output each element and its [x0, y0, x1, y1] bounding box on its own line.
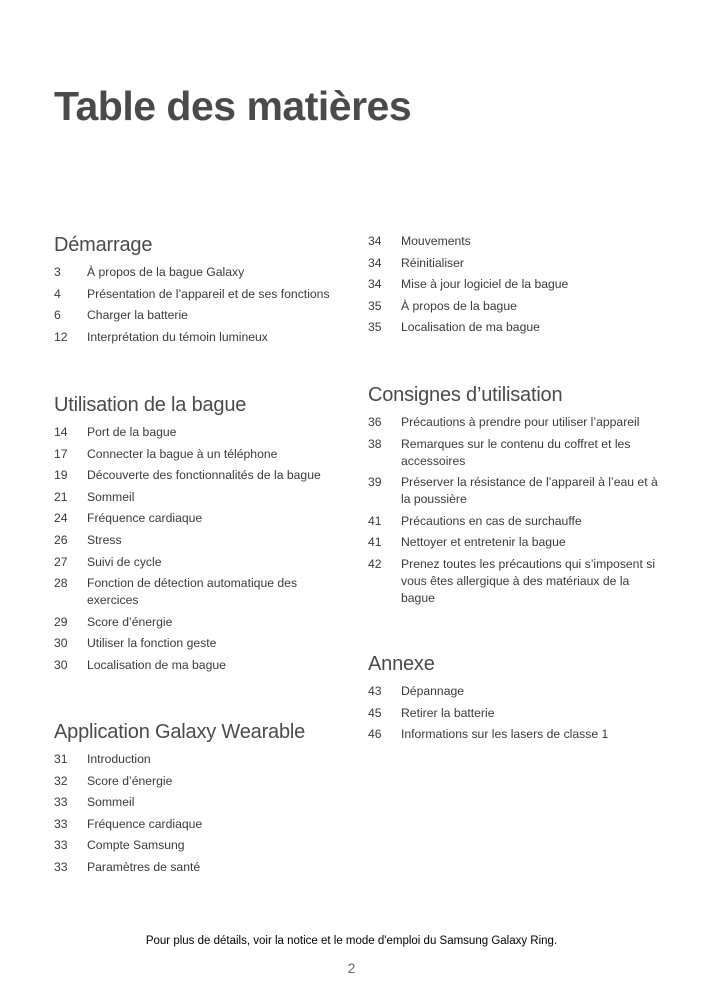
entry-page: 24: [54, 511, 68, 526]
entry-page: 46: [368, 727, 382, 742]
section-consignes: [368, 382, 658, 612]
entry-label: Paramètres de santé: [87, 859, 201, 874]
entry-page: 32: [54, 773, 68, 788]
entry-page: 43: [368, 684, 382, 698]
toc-entry[interactable]: [368, 513, 658, 530]
entry-label: Sommeil: [87, 489, 135, 504]
toc-entry[interactable]: [368, 276, 658, 293]
toc-entry[interactable]: [54, 575, 344, 609]
entry-page: 12: [54, 329, 68, 344]
section-title[interactable]: Annexe: [368, 653, 435, 675]
entry-label: Fonction de détection automatique des exercices: [87, 576, 298, 608]
toc-entry[interactable]: [368, 319, 658, 336]
page-title: Table des matières: [54, 83, 412, 129]
entry-label: Interprétation du témoin lumineux: [87, 329, 268, 344]
entry-label: Suivi de cycle: [87, 554, 162, 569]
entry-label: Localisation de ma bague: [87, 657, 226, 672]
entry-page: 41: [368, 513, 382, 528]
entry-page: 21: [54, 489, 68, 504]
entry-label: Utiliser la fonction geste: [87, 636, 217, 651]
toc-entry[interactable]: [54, 467, 344, 484]
toc-entry[interactable]: [54, 859, 344, 876]
entry-page: 38: [368, 436, 382, 451]
page-number: 2: [347, 960, 356, 976]
entry-page: 34: [368, 255, 382, 270]
entry-page: 33: [54, 859, 68, 874]
toc-entry[interactable]: [368, 683, 658, 700]
toc-entry[interactable]: [54, 286, 344, 303]
toc-entry[interactable]: [368, 474, 658, 508]
toc-entry[interactable]: [54, 773, 344, 790]
section-title[interactable]: Démarrage: [54, 234, 153, 256]
entry-page: 29: [54, 614, 68, 629]
entry-page: 27: [54, 554, 68, 569]
entry-label: Préserver la résistance de l’appareil à l’eau et à la poussière: [401, 475, 658, 507]
toc-entry[interactable]: [54, 554, 344, 571]
entry-label: Informations sur les lasers de classe 1: [401, 727, 609, 742]
entry-label: Dépannage: [401, 684, 465, 698]
section-utilisation: [54, 392, 344, 679]
section-application: [54, 719, 344, 881]
entry-label: Fréquence cardiaque: [87, 511, 203, 526]
section-title[interactable]: Utilisation de la bague: [54, 394, 247, 416]
entry-label: Retirer la batterie: [401, 705, 495, 720]
toc-entry[interactable]: [54, 489, 344, 506]
toc-entry[interactable]: [54, 424, 344, 441]
entry-page: 17: [54, 446, 68, 461]
toc-entry[interactable]: [368, 255, 658, 272]
entry-label: Score d’énergie: [87, 614, 173, 629]
entry-page: 26: [54, 532, 68, 547]
entry-label: Mise à jour logiciel de la bague: [401, 277, 569, 292]
entry-page: 33: [54, 838, 68, 853]
entry-label: Stress: [87, 532, 122, 547]
entry-page: 36: [368, 415, 382, 429]
toc-entry[interactable]: [368, 436, 658, 470]
entry-page: 34: [368, 234, 382, 248]
toc-entry[interactable]: [368, 705, 658, 722]
entry-label: Réinitialiser: [401, 255, 464, 270]
toc-entry[interactable]: [368, 556, 658, 607]
entry-label: Sommeil: [87, 795, 135, 810]
entry-page: 6: [54, 308, 61, 323]
entry-page: 35: [368, 298, 382, 313]
toc-entry[interactable]: [368, 233, 658, 250]
entry-page: 45: [368, 705, 382, 720]
entry-page: 30: [54, 636, 68, 651]
entry-page: 31: [54, 752, 68, 766]
entry-page: 19: [54, 468, 68, 483]
entry-page: 33: [54, 816, 68, 831]
toc-entry[interactable]: [54, 751, 344, 768]
toc-entry[interactable]: [54, 794, 344, 811]
entry-page: 3: [54, 265, 61, 279]
entry-label: À propos de la bague Galaxy: [87, 265, 245, 279]
entry-page: 35: [368, 320, 382, 335]
entry-page: 14: [54, 425, 68, 439]
section-title[interactable]: Consignes d’utilisation: [368, 384, 563, 406]
entry-label: Précautions à prendre pour utiliser l’appareil: [401, 415, 640, 429]
entry-label: Remarques sur le contenu du coffret et les accessoires: [401, 436, 631, 468]
entry-label: Score d’énergie: [87, 773, 173, 788]
entry-page: 30: [54, 657, 68, 672]
entry-page: 33: [54, 795, 68, 810]
entry-label: Connecter la bague à un téléphone: [87, 446, 278, 461]
entry-label: Localisation de ma bague: [401, 320, 540, 335]
entry-label: Port de la bague: [87, 425, 177, 439]
entry-label: Charger la batterie: [87, 308, 188, 323]
toc-entry[interactable]: [54, 614, 344, 631]
entry-page: 41: [368, 535, 382, 550]
entry-label: Découverte des fonctionnalités de la bague: [87, 468, 321, 483]
entry-label: Prenez toutes les précautions qui s’imposent si vous êtes allergique à des matériaux de la bague: [401, 556, 656, 605]
entry-label: Nettoyer et entretenir la bague: [401, 535, 566, 550]
entry-label: Présentation de l’appareil et de ses fonctions: [87, 286, 330, 301]
entry-page: 28: [54, 576, 68, 591]
toc-entry[interactable]: [54, 837, 344, 854]
entry-page: 34: [368, 277, 382, 292]
entry-page: 4: [54, 286, 61, 301]
entry-label: Fréquence cardiaque: [87, 816, 203, 831]
toc-entry[interactable]: [368, 298, 658, 315]
entry-page: 39: [368, 475, 382, 490]
entry-label: Précautions en cas de surchauffe: [401, 513, 582, 528]
entry-label: Introduction: [87, 752, 151, 766]
toc-entry[interactable]: [54, 329, 344, 346]
toc-entry[interactable]: [54, 510, 344, 527]
toc-entry[interactable]: [54, 657, 344, 674]
section-title[interactable]: Application Galaxy Wearable: [54, 721, 306, 743]
toc-entry[interactable]: [54, 307, 344, 324]
footer-note: Pour plus de détails, voir la notice et le mode d'emploi du Samsung Galaxy Ring.: [145, 935, 558, 947]
entry-page: 42: [368, 556, 382, 571]
toc-entry[interactable]: [54, 816, 344, 833]
toc-entry[interactable]: [54, 446, 344, 463]
toc-entry[interactable]: [368, 726, 658, 743]
toc-entry[interactable]: [368, 414, 658, 431]
toc-entry[interactable]: [54, 635, 344, 652]
section-annexe: [368, 651, 658, 748]
entry-label: À propos de la bague: [401, 298, 517, 313]
toc-entry[interactable]: [368, 534, 658, 551]
section-application-continued: [368, 233, 658, 341]
entry-label: Compte Samsung: [87, 838, 185, 853]
entry-label: Mouvements: [401, 234, 471, 248]
toc-entry[interactable]: [54, 532, 344, 549]
section-demarrage: [54, 232, 344, 350]
toc-entry[interactable]: [54, 264, 344, 281]
